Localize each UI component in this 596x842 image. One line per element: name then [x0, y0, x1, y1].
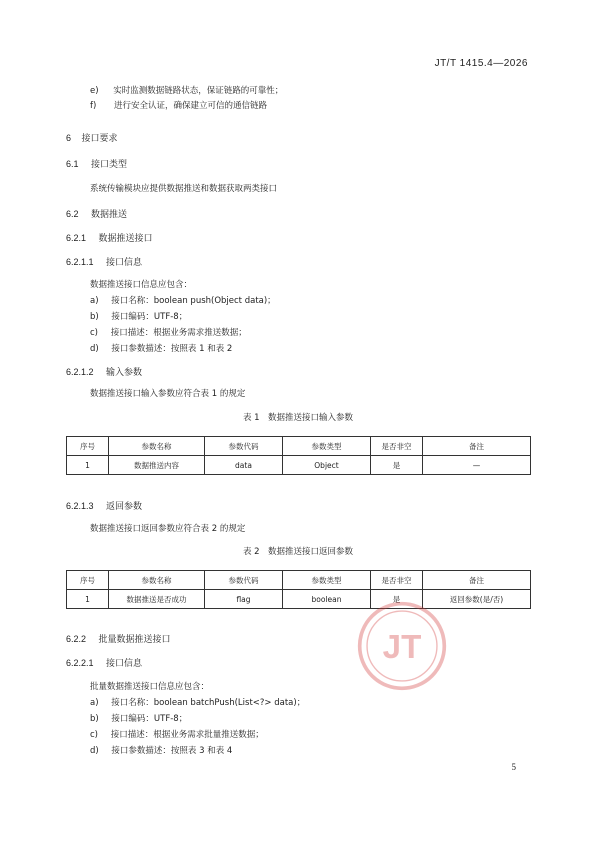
list-item — [90, 102, 267, 111]
list-text: 接口参数描述：按照表 3 和表 4 — [111, 746, 233, 756]
list-marker: a) — [90, 296, 99, 306]
section-number: 6.2.2 — [66, 634, 87, 644]
list-marker: c) — [90, 730, 98, 740]
section-number: 6.2.1.1 — [66, 257, 94, 267]
list-item — [90, 345, 232, 354]
section-title: 批量数据推送接口 — [98, 634, 171, 644]
paragraph: 系统传输模块应提供数据推送和数据获取两类接口 — [90, 184, 278, 194]
table-header-cell: 是否非空 — [371, 571, 423, 590]
list-text: 接口参数描述：按照表 1 和表 2 — [111, 344, 233, 354]
section-title: 返回参数 — [106, 501, 143, 511]
paragraph: 数据推送接口输入参数应符合表 1 的规定 — [90, 389, 246, 399]
section-heading-6-1 — [66, 160, 127, 169]
section-title: 接口类型 — [91, 159, 128, 169]
table-row — [67, 456, 531, 475]
table-header-row — [67, 571, 531, 590]
list-item — [90, 313, 187, 322]
section-heading-6-2-1-3 — [66, 502, 142, 511]
section-heading-6-2-1 — [66, 234, 153, 243]
table-2 — [66, 570, 531, 609]
table-header-cell: 序号 — [67, 437, 109, 456]
table-cell: 数据推送是否成功 — [109, 590, 205, 609]
section-number: 6 — [66, 133, 72, 143]
table-cell: boolean — [283, 590, 371, 609]
table-caption: 表 1 数据推送接口输入参数 — [242, 413, 354, 423]
section-heading-6-2-2-1 — [66, 659, 142, 668]
table-cell: Object — [283, 456, 371, 475]
list-text: 接口描述：根据业务需求推送数据； — [110, 328, 247, 338]
list-text: 接口名称：boolean batchPush(List<?> data)； — [111, 698, 306, 708]
table-cell: 返回参数(是/否) — [423, 590, 531, 609]
section-heading-6 — [66, 134, 118, 143]
list-item — [90, 731, 264, 740]
section-number: 6.1 — [66, 159, 79, 169]
table-header-row — [67, 437, 531, 456]
list-text: 接口编码：UTF-8； — [111, 714, 188, 724]
section-title: 接口信息 — [106, 658, 143, 668]
table-header-cell: 参数代码 — [205, 437, 283, 456]
stamp-text: JT — [382, 628, 422, 666]
list-item — [90, 329, 247, 338]
page-number: 5 — [511, 762, 516, 772]
list-marker: b) — [90, 312, 99, 322]
paragraph: 数据推送接口返回参数应符合表 2 的规定 — [90, 524, 246, 534]
table-header-cell: 参数类型 — [283, 571, 371, 590]
list-marker: a) — [90, 698, 99, 708]
section-number: 6.2.1.2 — [66, 367, 94, 377]
list-marker: c) — [90, 328, 98, 338]
table-cell: 是 — [371, 456, 423, 475]
section-heading-6-2-2 — [66, 635, 171, 644]
list-marker: d) — [90, 344, 99, 354]
table-header-cell: 参数名称 — [109, 571, 205, 590]
section-title: 数据推送 — [91, 209, 128, 219]
section-heading-6-2-1-1 — [66, 258, 142, 267]
table-cell: flag — [205, 590, 283, 609]
section-title: 数据推送接口 — [98, 233, 153, 243]
paragraph: 批量数据推送接口信息应包含： — [90, 682, 210, 692]
table-header-cell: 参数代码 — [205, 571, 283, 590]
list-text: 接口编码：UTF-8； — [111, 312, 188, 322]
list-text: 实时监测数据链路状态，保证链路的可靠性； — [113, 86, 284, 96]
table-header-cell: 是否非空 — [371, 437, 423, 456]
list-item — [90, 747, 232, 756]
list-marker: f) — [90, 101, 97, 111]
section-title: 接口信息 — [106, 257, 143, 267]
paragraph: 数据推送接口信息应包含： — [90, 280, 193, 290]
section-heading-6-2-1-2 — [66, 368, 142, 377]
section-number: 6.2.1.3 — [66, 501, 94, 511]
section-number: 6.2 — [66, 209, 79, 219]
section-number: 6.2.1 — [66, 233, 87, 243]
table-header-cell: 备注 — [423, 571, 531, 590]
list-item — [90, 87, 283, 96]
table-cell: 1 — [67, 590, 109, 609]
table-header-cell: 参数类型 — [283, 437, 371, 456]
table-header-cell: 备注 — [423, 437, 531, 456]
table-cell: 是 — [371, 590, 423, 609]
table-header-cell: 序号 — [67, 571, 109, 590]
list-item — [90, 699, 305, 708]
list-marker: b) — [90, 714, 99, 724]
list-text: 接口描述：根据业务需求批量推送数据； — [110, 730, 264, 740]
jt-watermark-stamp-icon — [356, 600, 448, 692]
table-header-cell: 参数名称 — [109, 437, 205, 456]
section-heading-6-2 — [66, 210, 127, 219]
table-cell: — — [423, 456, 531, 475]
table-row — [67, 590, 531, 609]
section-title: 接口要求 — [81, 133, 118, 143]
table-cell: 1 — [67, 456, 109, 475]
table-cell: data — [205, 456, 283, 475]
table-1 — [66, 436, 531, 475]
section-title: 输入参数 — [106, 367, 143, 377]
table-cell: 数据推送内容 — [109, 456, 205, 475]
standard-code: JT/T 1415.4—2026 — [434, 58, 528, 69]
table-caption: 表 2 数据推送接口返回参数 — [242, 547, 354, 557]
list-item — [90, 297, 276, 306]
list-item — [90, 715, 187, 724]
list-marker: e) — [90, 86, 99, 96]
list-text: 进行安全认证，确保建立可信的通信链路 — [114, 101, 268, 111]
list-text: 接口名称：boolean push(Object data)； — [111, 296, 276, 306]
section-number: 6.2.2.1 — [66, 658, 94, 668]
list-marker: d) — [90, 746, 99, 756]
